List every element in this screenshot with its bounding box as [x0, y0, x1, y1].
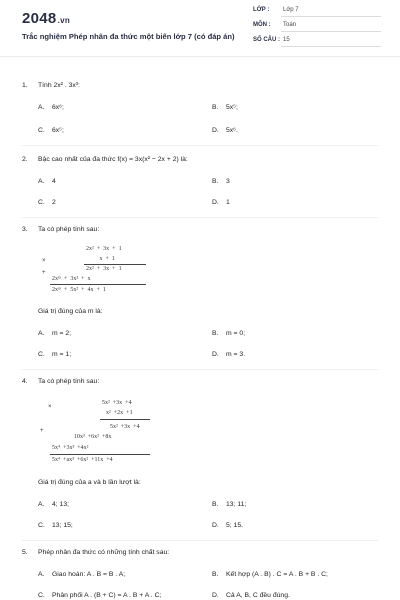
divider: [22, 217, 378, 218]
math-line: 5x⁴ +3x³ +4x²: [52, 445, 89, 451]
option-d[interactable]: D. m = 3.: [212, 351, 246, 358]
divider: [22, 145, 378, 146]
option-a[interactable]: A. 6x⁶;: [38, 104, 64, 111]
multiply-sign: ×: [42, 258, 46, 264]
option-c[interactable]: C. 2: [38, 199, 56, 206]
question-number: 5.: [22, 549, 28, 556]
divider: [22, 540, 378, 541]
math-line: 2x² + 3x + 1: [86, 266, 122, 272]
math-line: 2x² + 3x + 1: [86, 246, 122, 252]
question-text: Ta có phép tính sau:: [38, 226, 100, 233]
question-text: Phép nhân đa thức có những tính chất sau:: [38, 549, 170, 556]
site-logo[interactable]: 2048.vn: [22, 10, 71, 27]
option-a[interactable]: A. Giao hoán: A . B = B . A;: [38, 571, 126, 578]
math-line: x + 1: [86, 256, 115, 262]
math-line: 5x² +3x +4: [102, 400, 132, 406]
math-line: x² +2x +1: [106, 410, 133, 416]
plus-sign: +: [40, 428, 44, 434]
option-b[interactable]: B. Kết hợp (A . B) . C = A . B + B . C;: [212, 571, 328, 578]
option-a[interactable]: A. 4; 13;: [38, 501, 70, 508]
option-b[interactable]: B. 13; 11;: [212, 501, 247, 508]
option-d[interactable]: D. Cả A, B, C đều đúng.: [212, 592, 290, 599]
multiply-sign: ×: [48, 404, 52, 410]
option-b[interactable]: B. 3: [212, 178, 230, 185]
option-d[interactable]: D. 5; 15.: [212, 522, 244, 529]
option-b[interactable]: B. 5x⁵;: [212, 104, 238, 111]
plus-sign: +: [42, 270, 46, 276]
option-d[interactable]: D. 5x⁶.: [212, 127, 238, 134]
math-line: 10x³ +6x² +8x: [74, 434, 112, 440]
page-title: Trắc nghiệm Phép nhân đa thức một biến lớp 7 (có đáp án): [22, 32, 235, 41]
option-c[interactable]: C. m = 1;: [38, 351, 72, 358]
question-number: 1.: [22, 82, 28, 89]
math-line: 5x⁴ +ax³ +6x² +11x +4: [52, 457, 113, 463]
option-a[interactable]: A. 4: [38, 178, 56, 185]
option-c[interactable]: C. 6x⁵;: [38, 127, 64, 134]
question-text: Tính 2x² . 3x³:: [38, 82, 80, 89]
question-number: 4.: [22, 378, 28, 385]
math-line: 2xᵐ + 5x² + 4x + 1: [52, 287, 106, 293]
option-c[interactable]: C. Phân phối A . (B + C) = A . B + A . C;: [38, 592, 162, 599]
question-text: Bậc cao nhất của đa thức f(x) = 3x(x² − 2x + 2) là:: [38, 156, 188, 163]
divider: [22, 369, 378, 370]
option-d[interactable]: D. 1: [212, 199, 230, 206]
header: 2048.vn Trắc nghiệm Phép nhân đa thức một biến lớp 7 (có đáp án) LỚP : Lớp 7 MÔN : Toán SỐ CÂU : 15: [0, 0, 400, 57]
option-b[interactable]: B. m = 0;: [212, 330, 246, 337]
math-line: 2xᵐ + 3x² + x: [52, 276, 91, 282]
math-line: 5x² +3x +4: [110, 424, 140, 430]
question-number: 3.: [22, 226, 28, 233]
option-c[interactable]: C. 13; 15;: [38, 522, 73, 529]
question-number: 2.: [22, 156, 28, 163]
question-text: Ta có phép tính sau:: [38, 378, 100, 385]
option-a[interactable]: A. m = 2;: [38, 330, 72, 337]
